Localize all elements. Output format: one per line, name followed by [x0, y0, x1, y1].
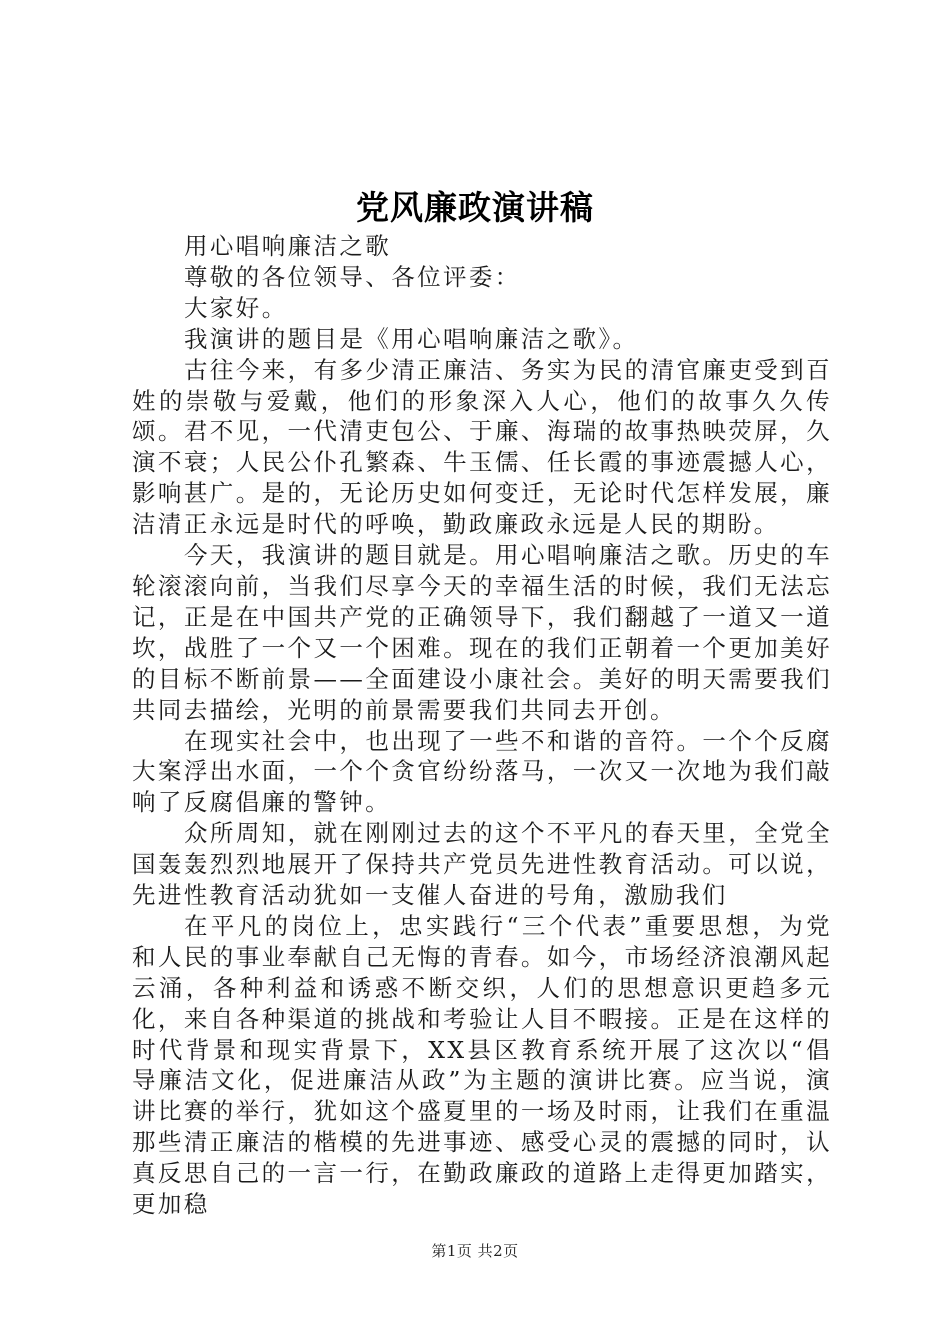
page-number-footer: 第1页 共2页	[431, 1242, 519, 1260]
paragraph: 古往今来，有多少清正廉洁、务实为民的清官廉吏受到百姓的崇敬与爱戴，他们的形象深入人心，他们的故事久久传颂。君不见，一代清吏包公、于廉、海瑞的故事热映荧屏，久演不衰；人民公仆孔繁森、牛玉儒、任长霞的事迹震撼人心，影响甚广。是的，无论历史如何变迁，无论时代怎样发展，廉洁清正永远是时代的呼唤，勤政廉政永远是人民的期盼。	[132, 355, 832, 539]
paragraph: 众所周知，就在刚刚过去的这个不平凡的春天里，全党全国轰轰烈烈地展开了保持共产党员先进性教育活动。可以说，先进性教育活动犹如一支催人奋进的号角，激励我们	[132, 819, 832, 910]
paragraph: 今天，我演讲的题目就是。用心唱响廉洁之歌。历史的车轮滚滚向前，当我们尽享今天的幸福生活的时候，我们无法忘记，正是在中国共产党的正确领导下，我们翻越了一道又一道坎，战胜了一个又一个困难。现在的我们正朝着一个更加美好的目标不断前景——全面建设小康社会。美好的明天需要我们共同去描绘，光明的前景需要我们共同去开创。	[132, 541, 832, 724]
speech-subtitle: 用心唱响廉洁之歌	[184, 232, 392, 260]
salutation: 尊敬的各位领导、各位评委：	[184, 262, 521, 291]
document-title: 党风廉政演讲稿	[356, 188, 594, 227]
greeting: 大家好。	[184, 293, 288, 322]
document-body	[132, 231, 832, 1220]
paragraph: 在平凡的岗位上，忠实践行“三个代表”重要思想，为党和人民的事业奉献自己无悔的青春。如今，市场经济浪潮风起云涌，各种利益和诱惑不断交织，人们的思想意识更趋多元化，来自各种渠道的挑战和考验让人目不暇接。正是在这样的时代背景和现实背景下，XX县区教育系统开展了这次以“倡导廉洁文化，促进廉洁从政”为主题的演讲比赛。应当说，演讲比赛的举行，犹如这个盛夏里的一场及时雨，让我们在重温那些清正廉洁的楷模的先进事迹、感受心灵的震撼的同时，认真反思自己的一言一行，在勤政廉政的道路上走得更加踏实，更加稳	[132, 911, 832, 1219]
speech-topic: 我演讲的题目是《用心唱响廉洁之歌》。	[184, 324, 639, 353]
paragraph: 在现实社会中，也出现了一些不和谐的音符。一个个反腐大案浮出水面，一个个贪官纷纷落马，一次又一次地为我们敲响了反腐倡廉的警钟。	[132, 726, 832, 817]
